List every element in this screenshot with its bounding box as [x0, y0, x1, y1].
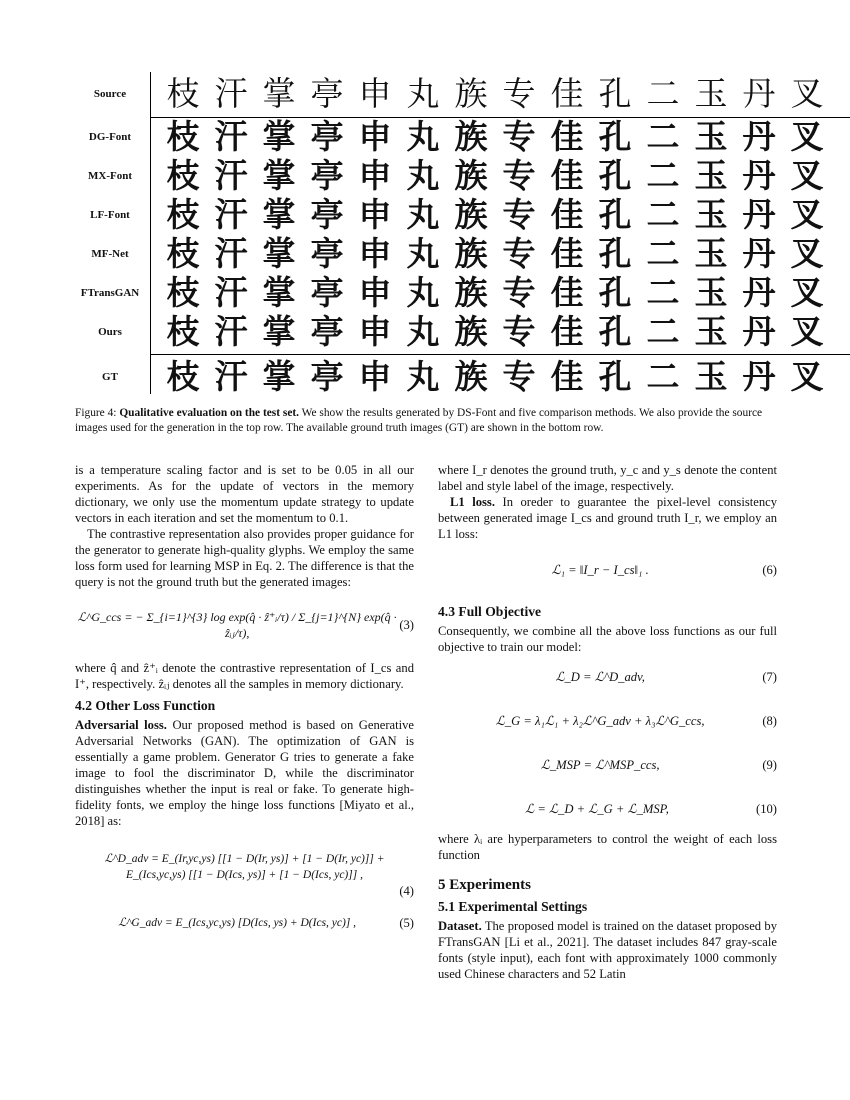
glyph: 佳	[550, 156, 584, 195]
glyph: 汗	[214, 273, 248, 312]
left-paragraph-1: is a temperature scaling factor and is set to be 0.05 in all our experiments. As for the update of vectors in the memory dictionary, we only use the momentum update strategy to update vectors in each iteration and set the momentum to 0.1.	[75, 463, 414, 525]
glyph: 族	[454, 312, 488, 351]
glyph: 佳	[550, 312, 584, 351]
glyph: 丹	[742, 74, 776, 113]
glyph: 叉	[790, 357, 824, 396]
row-label: MX-Font	[88, 170, 132, 182]
section-4-3-heading: 4.3 Full Objective	[438, 604, 542, 619]
glyph: 掌	[262, 74, 296, 113]
glyph: 申	[358, 74, 392, 113]
glyph: 亭	[310, 117, 344, 156]
glyph: 丸	[406, 273, 440, 312]
glyph: 族	[454, 156, 488, 195]
glyph: 丹	[742, 156, 776, 195]
equation-5-body: ℒ^G_adv = E_(Ics,yc,ys) [D(Ics, ys) + D(Ics, yc)] ,	[118, 917, 357, 929]
glyph: 丸	[406, 195, 440, 234]
row-label: Ours	[98, 326, 122, 338]
glyph: 二	[646, 312, 680, 351]
equation-6	[438, 542, 777, 598]
glyph: 佳	[550, 74, 584, 113]
glyph: 枝	[166, 312, 200, 351]
glyph: 汗	[214, 234, 248, 273]
glyph: 二	[646, 74, 680, 113]
glyph: 族	[454, 273, 488, 312]
left-column	[75, 462, 414, 931]
glyph: 族	[454, 195, 488, 234]
glyph: 佳	[550, 357, 584, 396]
glyph: 汗	[214, 312, 248, 351]
glyph: 玉	[694, 74, 728, 113]
equation-3-number: (3)	[399, 618, 414, 632]
equation-4-number: (4)	[399, 884, 414, 898]
glyph: 二	[646, 234, 680, 273]
glyph: 申	[358, 312, 392, 351]
glyph: 佳	[550, 234, 584, 273]
glyph-strip	[159, 234, 831, 274]
row-label: LF-Font	[90, 209, 130, 221]
right-paragraph-3: Consequently, we combine all the above loss functions as our full objective to train our model:	[438, 624, 777, 654]
glyph: 专	[502, 357, 536, 396]
figure-caption	[75, 406, 775, 436]
glyph: 丸	[406, 74, 440, 113]
glyph: 汗	[214, 74, 248, 113]
glyph: 枝	[166, 117, 200, 156]
glyph: 掌	[262, 273, 296, 312]
equation-9-body: ℒ_MSP = ℒ^MSP_ccs,	[540, 758, 660, 772]
equation-7-body: ℒ_D = ℒ^D_adv,	[555, 670, 645, 684]
glyph: 专	[502, 195, 536, 234]
glyph: 亭	[310, 312, 344, 351]
glyph-strip	[159, 273, 831, 313]
equation-9	[438, 743, 777, 787]
figure-row-source	[75, 74, 824, 114]
glyph: 申	[358, 273, 392, 312]
glyph: 叉	[790, 74, 824, 113]
glyph: 二	[646, 273, 680, 312]
glyph: 专	[502, 273, 536, 312]
glyph: 族	[454, 117, 488, 156]
glyph: 申	[358, 357, 392, 396]
glyph: 汗	[214, 357, 248, 396]
glyph: 玉	[694, 273, 728, 312]
glyph: 玉	[694, 156, 728, 195]
glyph: 二	[646, 195, 680, 234]
glyph: 亭	[310, 273, 344, 312]
equation-8-number: (8)	[762, 714, 777, 728]
glyph: 佳	[550, 195, 584, 234]
glyph: 汗	[214, 117, 248, 156]
equation-4-line-1	[75, 851, 414, 867]
equation-6-number: (6)	[762, 563, 777, 577]
glyph: 孔	[598, 312, 632, 351]
glyph: 孔	[598, 156, 632, 195]
glyph: 孔	[598, 195, 632, 234]
equation-4-body-a: ℒ^D_adv = E_(Ir,yc,ys) [[1 − D(Ir, ys)] + [1 − D(Ir, yc)]] +	[104, 853, 385, 865]
row-label: DG-Font	[88, 131, 132, 143]
equation-7	[438, 655, 777, 699]
glyph: 二	[646, 117, 680, 156]
glyph: 亭	[310, 357, 344, 396]
glyph: 申	[358, 195, 392, 234]
glyph: 叉	[790, 195, 824, 234]
glyph: 申	[358, 117, 392, 156]
glyph: 专	[502, 234, 536, 273]
glyph: 汗	[214, 195, 248, 234]
glyph: 掌	[262, 195, 296, 234]
glyph: 丹	[742, 234, 776, 273]
glyph: 叉	[790, 156, 824, 195]
glyph: 佳	[550, 273, 584, 312]
equation-8	[438, 699, 777, 743]
glyph: 丹	[742, 273, 776, 312]
glyph: 族	[454, 234, 488, 273]
glyph: 孔	[598, 117, 632, 156]
glyph: 叉	[790, 312, 824, 351]
glyph: 玉	[694, 195, 728, 234]
glyph-strip	[159, 117, 831, 157]
glyph-strip	[159, 156, 831, 196]
glyph: 玉	[694, 312, 728, 351]
glyph: 亭	[310, 195, 344, 234]
dataset-text: The proposed model is trained on the dataset proposed by FTransGAN [Li et al., 2021]. The dataset includes 847 gray-scale fonts (style input), each font with approximately 1000 commonly used Chinese characters and 52 Latin	[438, 919, 777, 981]
left-paragraph-3: where q̂ and ẑ⁺ᵢ denote the contrastive representation of I_cs and I⁺, respectively. ẑᵢⱼ denotes all the samples in memory dictionary.	[75, 661, 414, 691]
right-paragraph-5	[438, 918, 777, 982]
section-5-heading: 5 Experiments	[438, 877, 531, 893]
glyph: 二	[646, 357, 680, 396]
glyph: 叉	[790, 234, 824, 273]
glyph: 丸	[406, 156, 440, 195]
caption-label: Figure 4:	[75, 407, 117, 419]
glyph: 丸	[406, 117, 440, 156]
glyph: 枝	[166, 357, 200, 396]
glyph: 丹	[742, 312, 776, 351]
right-paragraph-2	[438, 494, 777, 542]
equation-4-body-b: E_(Ics,yc,ys) [[1 − D(Ics, ys)] + [1 − D(Ics, yc)]] ,	[126, 869, 363, 881]
glyph: 二	[646, 156, 680, 195]
glyph: 丸	[406, 357, 440, 396]
glyph: 专	[502, 74, 536, 113]
equation-10	[438, 787, 777, 831]
equation-5	[75, 915, 414, 931]
caption-title: Qualitative evaluation on the test set.	[119, 407, 300, 419]
equation-6-body: ℒ₁ = ‖I_r − I_cs‖₁ .	[551, 563, 649, 577]
row-label: GT	[102, 371, 118, 383]
glyph: 枝	[166, 156, 200, 195]
glyph: 专	[502, 312, 536, 351]
caption-text: We show the results generated by DS-Font and five comparison methods. We also provide the source images used for the generation in the top row. The available ground truth images (GT) are shown in the bottom row.	[75, 407, 763, 434]
equation-10-body: ℒ = ℒ_D + ℒ_G + ℒ_MSP,	[525, 802, 669, 816]
glyph-strip	[159, 312, 831, 352]
glyph-strip	[159, 357, 831, 397]
glyph: 枝	[166, 74, 200, 113]
glyph: 丸	[406, 234, 440, 273]
adversarial-loss-label: Adversarial loss.	[75, 718, 167, 732]
left-paragraph-4	[75, 717, 414, 829]
equation-3	[75, 590, 414, 660]
right-paragraph-4: where λᵢ are hyperparameters to control the weight of each loss function	[438, 832, 777, 862]
glyph: 专	[502, 117, 536, 156]
glyph: 专	[502, 156, 536, 195]
l1-loss-label: L1 loss.	[450, 495, 495, 509]
glyph: 族	[454, 74, 488, 113]
glyph: 亭	[310, 234, 344, 273]
equation-9-number: (9)	[762, 758, 777, 772]
equation-10-number: (10)	[756, 802, 777, 816]
glyph: 孔	[598, 357, 632, 396]
row-label: MF-Net	[91, 248, 129, 260]
glyph-strip	[159, 74, 831, 114]
equation-3-body: ℒ^G_ccs = − Σ_{i=1}^{3} log exp(q̂ · ẑ⁺ᵢ/τ) / Σ_{j=1}^{N} exp(q̂ · ẑᵢⱼ/τ),	[77, 610, 397, 640]
glyph: 枝	[166, 273, 200, 312]
glyph: 玉	[694, 357, 728, 396]
glyph: 掌	[262, 117, 296, 156]
glyph: 玉	[694, 234, 728, 273]
glyph: 玉	[694, 117, 728, 156]
glyph: 枝	[166, 195, 200, 234]
dataset-label: Dataset.	[438, 919, 482, 933]
figure-row-mx-font	[75, 156, 824, 196]
row-label: Source	[93, 88, 127, 100]
glyph: 丹	[742, 117, 776, 156]
figure-row-ftransgan	[75, 273, 824, 313]
section-5-1-heading: 5.1 Experimental Settings	[438, 899, 588, 914]
glyph: 掌	[262, 357, 296, 396]
glyph: 丹	[742, 357, 776, 396]
figure-row-ours	[75, 312, 824, 352]
glyph: 佳	[550, 117, 584, 156]
glyph: 枝	[166, 234, 200, 273]
figure-row-gt	[75, 357, 824, 397]
glyph: 申	[358, 234, 392, 273]
glyph: 孔	[598, 74, 632, 113]
equation-7-number: (7)	[762, 670, 777, 684]
glyph: 族	[454, 357, 488, 396]
figure-rule-bottom	[150, 354, 850, 355]
glyph: 掌	[262, 156, 296, 195]
figure-row-mf-net	[75, 234, 824, 274]
equation-4-number-row	[75, 883, 414, 899]
equation-8-body: ℒ_G = λ₁ℒ₁ + λ₂ℒ^G_adv + λ₃ℒ^G_ccs,	[495, 714, 705, 728]
section-4-2-heading: 4.2 Other Loss Function	[75, 698, 216, 713]
figure-row-dg-font	[75, 117, 824, 157]
glyph: 掌	[262, 312, 296, 351]
row-label: FTransGAN	[80, 287, 140, 299]
glyph: 亭	[310, 74, 344, 113]
glyph-strip	[159, 195, 831, 235]
equation-5-number: (5)	[399, 916, 414, 930]
right-paragraph-1: where I_r denotes the ground truth, y_c and y_s denote the content label and style label of the image, respectively.	[438, 463, 777, 493]
left-paragraph-2: The contrastive representation also provides proper guidance for the generator to generate high-quality glyphs. We employ the same loss form used for learning MSP in Eq. 2. The difference is that the query is not the ground truth but the generated images:	[75, 527, 414, 589]
glyph: 孔	[598, 234, 632, 273]
l1-loss-text: In oreder to guarantee the pixel-level consistency between generated image I_cs and ground truth I_r, we employ an L1 loss:	[438, 495, 777, 541]
glyph: 叉	[790, 273, 824, 312]
glyph: 叉	[790, 117, 824, 156]
glyph: 申	[358, 156, 392, 195]
glyph: 掌	[262, 234, 296, 273]
adversarial-loss-text: Our proposed method is based on Generative Adversarial Networks (GAN). The optimization of GAN is essentially a game problem. Generator G tries to generate a fake image to fool the discriminator D, while the discriminator distinguishes whether the input is real or fake. To generate high-fidelity fonts, we employ the hinge loss functions [Miyato et al., 2018] as:	[75, 718, 414, 828]
right-column	[438, 462, 777, 982]
equation-4-line-2	[75, 867, 414, 883]
figure-row-lf-font	[75, 195, 824, 235]
glyph: 孔	[598, 273, 632, 312]
glyph: 丹	[742, 195, 776, 234]
glyph: 汗	[214, 156, 248, 195]
glyph: 亭	[310, 156, 344, 195]
glyph: 丸	[406, 312, 440, 351]
